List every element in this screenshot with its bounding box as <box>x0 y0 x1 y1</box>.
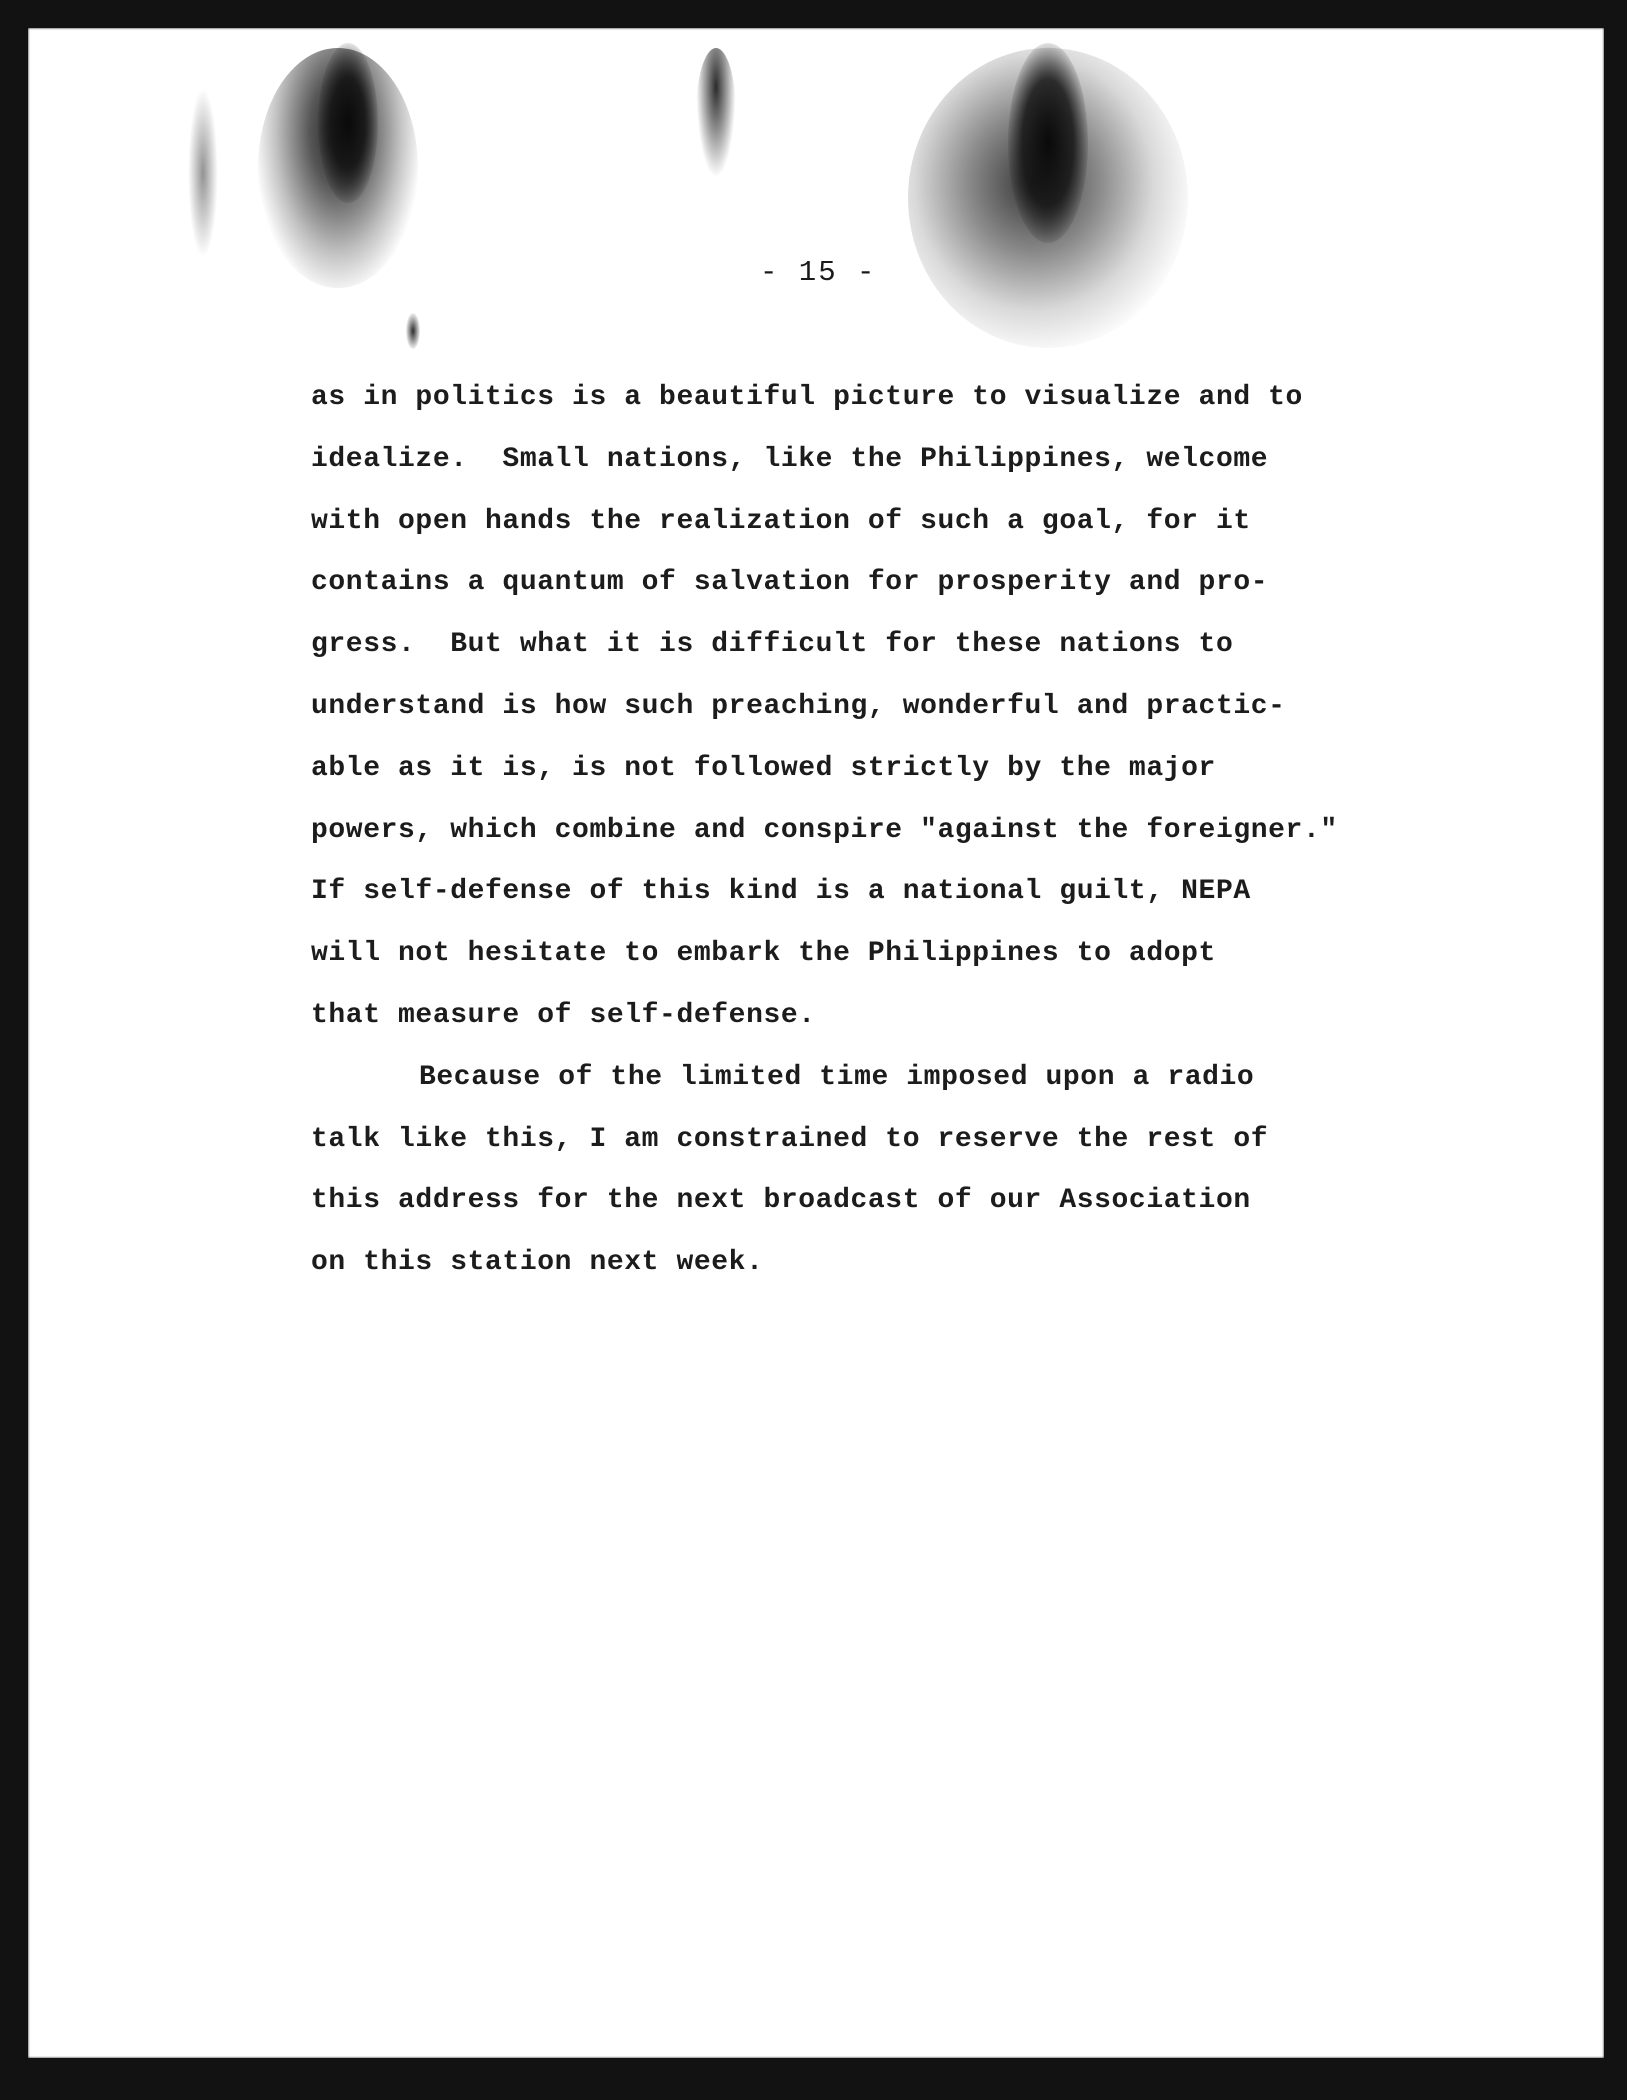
text-line: talk like this, I am constrained to reserve the rest of <box>311 1123 1269 1155</box>
text-line: idealize. Small nations, like the Philippines, welcome <box>311 443 1269 475</box>
ink-stain <box>406 313 420 349</box>
text-line: understand is how such preaching, wonderful and practic- <box>311 690 1286 722</box>
ink-stain <box>258 48 418 288</box>
ink-stain <box>188 88 218 258</box>
text-line: this address for the next broadcast of our Association <box>311 1185 1251 1217</box>
page-number: - 15 - <box>760 256 877 289</box>
text-line: will not hesitate to embark the Philippines to adopt <box>311 938 1216 970</box>
ink-stain <box>1008 43 1088 243</box>
body-text <box>311 377 1411 1304</box>
text-line: as in politics is a beautiful picture to visualize and to <box>311 382 1303 413</box>
text-line: on this station next week. <box>311 1247 764 1279</box>
text-line: contains a quantum of salvation for prosperity and pro- <box>311 567 1269 599</box>
text-line: with open hands the realization of such a goal, for it <box>311 505 1251 537</box>
ink-stain <box>696 48 736 178</box>
ink-stain <box>318 43 378 203</box>
text-line: powers, which combine and conspire "against the foreigner." <box>311 814 1338 846</box>
text-line: gress. But what it is difficult for these nations to <box>311 629 1234 661</box>
text-line: If self-defense of this kind is a national guilt, NEPA <box>311 876 1251 908</box>
text-line: able as it is, is not followed strictly by the major <box>311 752 1216 784</box>
paragraph-start-line: Because of the limited time imposed upon a radio <box>419 1061 1255 1093</box>
text-line: that measure of self-defense. <box>311 999 816 1031</box>
ink-stain <box>908 48 1188 348</box>
